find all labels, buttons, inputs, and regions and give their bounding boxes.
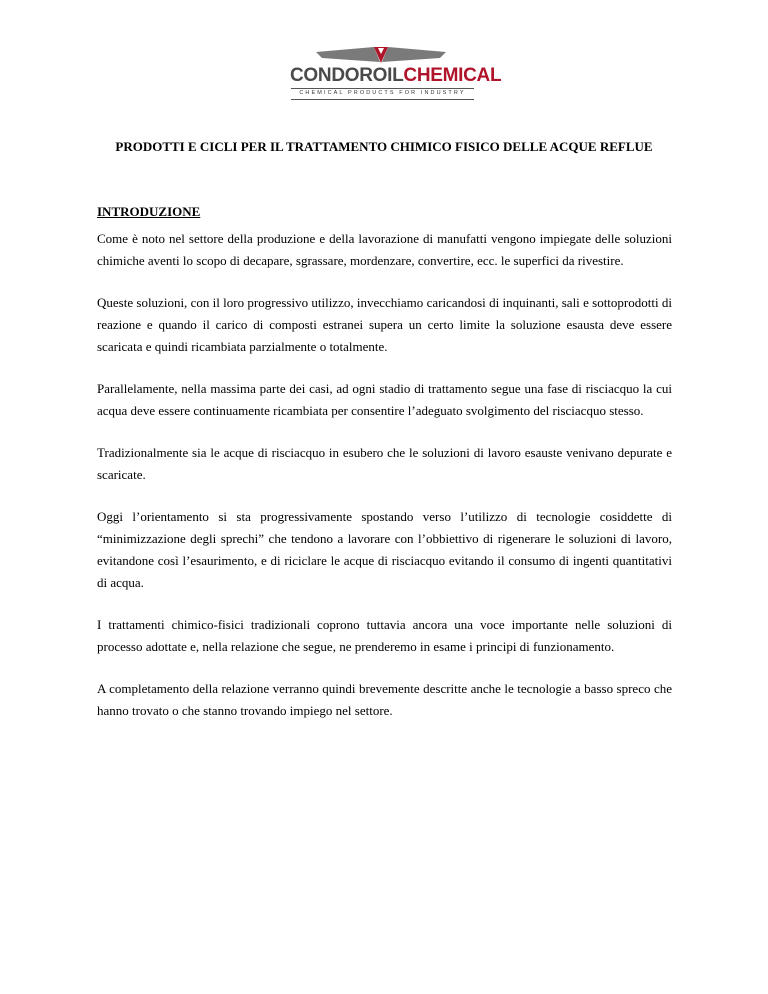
document-title: PRODOTTI E CICLI PER IL TRATTAMENTO CHIMICO FISICO DELLE ACQUE REFLUE (115, 139, 653, 154)
paragraph: Tradizionalmente sia le acque di risciacquo in esubero che le soluzioni di lavoro esauste venivano depurate e scaricate. (97, 445, 672, 482)
paragraph: Parallelamente, nella massima parte dei casi, ad ogni stadio di trattamento segue una fase di risciacquo la cui acqua deve essere continuamente ricambiata per consentire l’adeguato svolgimento del risciacquo stesso. (97, 381, 672, 418)
paragraph: Come è noto nel settore della produzione e della lavorazione di manufatti vengono impiegate delle soluzioni chimiche aventi lo scopo di decapare, sgrassare, mordenzare, convertire, ecc. le superfici da rivestire. (97, 231, 672, 268)
paragraph: Oggi l’orientamento si sta progressivamente spostando verso l’utilizzo di tecnologie cosiddette di “minimizzazione degli sprechi” che tendono a lavorare con l’obbiettivo di rigenerare le soluzioni di lavoro, evitandone così l’esaurimento, e di riciclare le acque di risciacquo evitando il consumo di ingenti quantitativi di acqua. (97, 509, 672, 590)
company-logo (286, 44, 502, 96)
paragraph: I trattamenti chimico-fisici tradizionali coprono tuttavia ancora una voce importante nelle soluzioni di processo adottate e, nella relazione che segue, ne prenderemo in esame i principi di funzionamento. (97, 617, 672, 654)
logo-name-part1: CONDOROIL (290, 65, 404, 86)
logo-tagline: CHEMICAL PRODUCTS FOR INDUSTRY (291, 88, 474, 100)
paragraph: A completamento della relazione verranno quindi brevemente descritte anche le tecnologie a basso spreco che hanno trovato o che stanno trovando impiego nel settore. (97, 681, 672, 718)
logo-name-part2: CHEMICAL (403, 65, 502, 86)
logo-wordmark (290, 65, 502, 86)
paragraph: Queste soluzioni, con il loro progressivo utilizzo, invecchiamo caricandosi di inquinanti, sali e sottoprodotti di reazione e quando il carico di composti estranei supera un certo limite la soluzione esausta deve essere scaricata e quindi ricambiata parzialmente o totalmente. (97, 295, 672, 354)
document-body (97, 228, 672, 742)
section-heading: INTRODUZIONE (97, 204, 201, 219)
